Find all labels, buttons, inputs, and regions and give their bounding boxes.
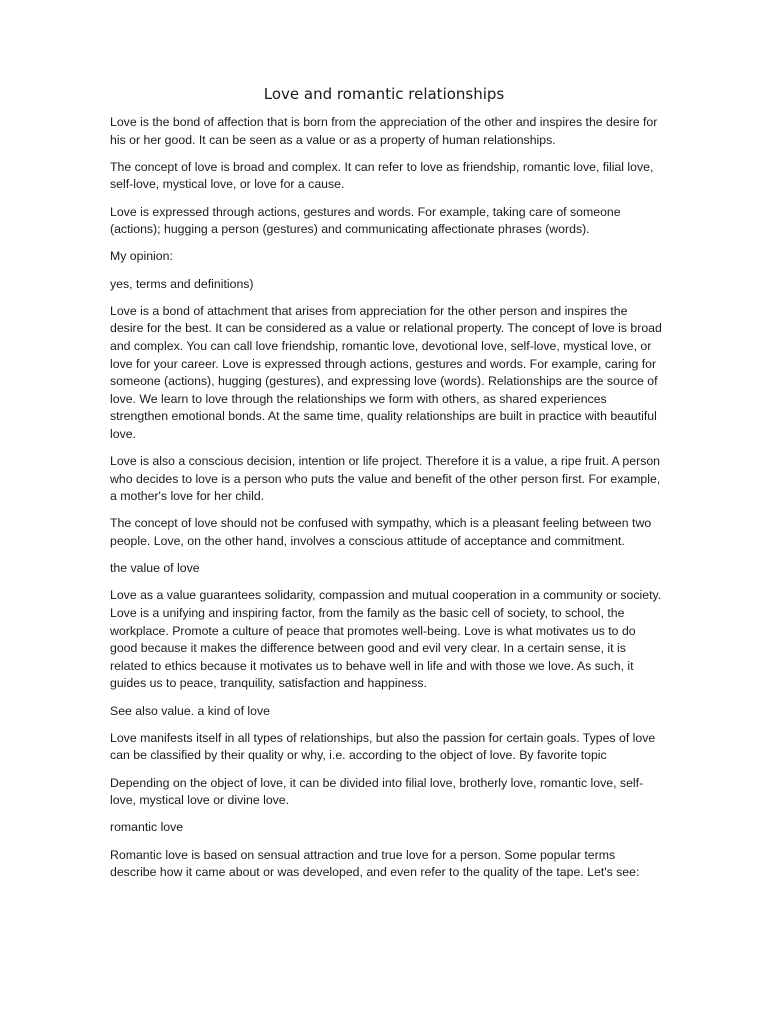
paragraph: Love is a bond of attachment that arises from appreciation for the other person and inspires the desire for the best. It can be considered as a value or relational property. The concept of love is broad and complex. You can call love friendship, romantic love, devotional love, self-love, mystical love, or love for your career. Love is expressed through actions, gestures and words. For example, caring for someone (actions), hugging (gestures), and expressing love (words). Relationships are the source of love. We learn to love through the relationships we form with others, as shared experiences strengthen emotional bonds. At the same time, quality relationships are built in practice with beautiful love. [110,303,662,441]
section-label: See also value. a kind of love [110,703,270,718]
section-label: My opinion: [110,249,173,264]
paragraph: Depending on the object of love, it can be divided into filial love, brotherly love, romantic love, self-love, mystical love or divine love. [110,775,644,808]
paragraph: Love is also a conscious decision, intention or life project. Therefore it is a value, a ripe fruit. A person who decides to love is a person who puts the value and benefit of the other person first. For example, a mother's love for her child. [110,454,661,504]
paragraph: The concept of love should not be confused with sympathy, which is a pleasant feeling between two people. Love, on the other hand, involves a conscious attitude of acceptance and commitment. [110,516,652,549]
paragraph: Love is expressed through actions, gestures and words. For example, taking care of someone (actions); hugging a person (gestures) and communicating affectionate phrases (words). [110,204,621,237]
paragraph: The concept of love is broad and complex. It can refer to love as friendship, romantic love, filial love, self-love, mystical love, or love for a cause. [110,159,654,192]
section-label: the value of love [110,561,200,576]
document-body [110,114,662,891]
paragraph: Romantic love is based on sensual attraction and true love for a person. Some popular terms describe how it came about or was developed, and even refer to the quality of the tape. Let's see: [110,847,640,880]
section-label: romantic love [110,820,184,835]
paragraph: Love manifests itself in all types of relationships, but also the passion for certain goals. Types of love can be classified by their quality or why, i.e. according to the object of love. By favorite topic [110,730,656,763]
document-title: Love and romantic relationships [263,85,505,103]
paragraph: Love as a value guarantees solidarity, compassion and mutual cooperation in a community or society. Love is a unifying and inspiring factor, from the family as the basic cell of society, to school, the workplace. Promote a culture of peace that promotes well-being. Love is what motivates us to do good because it makes the difference between good and evil very clear. In a certain sense, it is related to ethics because it motivates us to behave well in life and with those we love. As such, it guides us to peace, tranquility, satisfaction and happiness. [110,588,662,691]
section-label: yes, terms and definitions) [110,276,254,291]
paragraph: Love is the bond of affection that is born from the appreciation of the other and inspires the desire for his or her good. It can be seen as a value or as a property of human relationships. [110,115,658,147]
